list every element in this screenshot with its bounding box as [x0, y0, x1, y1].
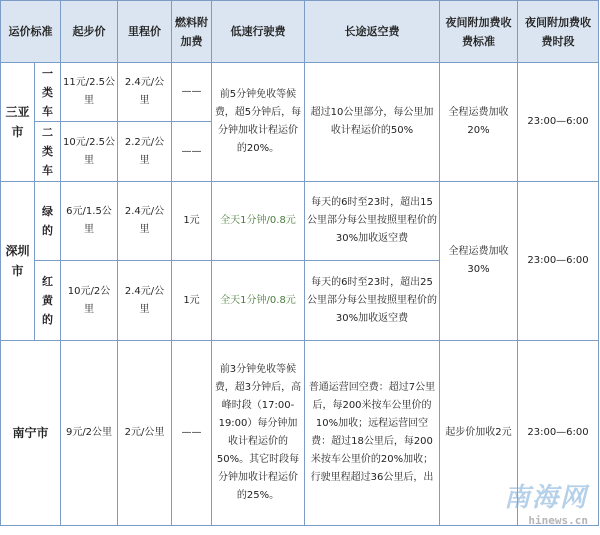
shenzhen-long-1: 每天的6时至23时，超出15公里部分每公里按照里程价的30%加收返空费	[305, 182, 440, 261]
header-night-standard: 夜间附加费收费标准	[440, 1, 518, 63]
shenzhen-start-2: 10元/2公里	[61, 261, 118, 341]
shenzhen-type-1: 绿的	[35, 182, 61, 261]
shenzhen-night-period: 23:00—6:00	[518, 182, 599, 341]
header-fuel: 燃料附加费	[172, 1, 212, 63]
sanya-city: 三亚市	[1, 63, 35, 182]
shenzhen-city: 深圳市	[1, 182, 35, 341]
shenzhen-low-2: 全天1分钟/0.8元	[212, 261, 305, 341]
header-low-speed: 低速行驶费	[212, 1, 305, 63]
nanning-city: 南宁市	[1, 341, 61, 526]
sanya-night-standard: 全程运费加收20%	[440, 63, 518, 182]
sanya-long-distance: 超过10公里部分，每公里加收计程运价的50%	[305, 63, 440, 182]
sanya-start-2: 10元/2.5公里	[61, 122, 118, 182]
sanya-night-period: 23:00—6:00	[518, 63, 599, 182]
sanya-start-1: 11元/2.5公里	[61, 63, 118, 122]
watermark-url: hinews.cn	[528, 514, 588, 527]
shenzhen-low-1: 全天1分钟/0.8元	[212, 182, 305, 261]
nanning-long-distance: 普通运营回空费：超过7公里后，每200米按车公里价的10%加收；远程运营回空费：超过18公里后，每200米按车公里价的20%加收；行驶里程超过36公里后，出	[305, 341, 440, 526]
sanya-row-1	[1, 63, 599, 122]
sanya-low-speed: 前5分钟免收等候费，超5分钟后，每分钟加收计程运价的20%。	[212, 63, 305, 182]
header-start-price: 起步价	[61, 1, 118, 63]
nanning-row	[1, 341, 599, 526]
sanya-type-1: 一类车	[35, 63, 61, 122]
nanning-mile: 2元/公里	[118, 341, 172, 526]
sanya-mile-1: 2.4元/公里	[118, 63, 172, 122]
shenzhen-fuel-1: 1元	[172, 182, 212, 261]
shenzhen-type-2: 红黄的	[35, 261, 61, 341]
nanning-start: 9元/2公里	[61, 341, 118, 526]
shenzhen-mile-1: 2.4元/公里	[118, 182, 172, 261]
shenzhen-mile-2: 2.4元/公里	[118, 261, 172, 341]
nanning-fuel: ——	[172, 341, 212, 526]
shenzhen-night-standard: 全程运费加收30%	[440, 182, 518, 341]
shenzhen-fuel-2: 1元	[172, 261, 212, 341]
shenzhen-long-2: 每天的6时至23时，超出25公里部分每公里按照里程价的30%加收返空费	[305, 261, 440, 341]
nanning-low-speed: 前3分钟免收等候费，超3分钟后，高峰时段（17:00-19:00）每分钟加收计程运价的50%。其它时段每分钟加收计程运价的25%。	[212, 341, 305, 526]
sanya-type-2: 二类车	[35, 122, 61, 182]
sanya-fuel-1: ——	[172, 63, 212, 122]
sanya-fuel-2: ——	[172, 122, 212, 182]
header-city-class: 运价标准	[1, 1, 61, 63]
header-night-period: 夜间附加费收费时段	[518, 1, 599, 63]
watermark-logo: 南海网	[503, 483, 588, 513]
header-mileage-price: 里程价	[118, 1, 172, 63]
shenzhen-start-1: 6元/1.5公里	[61, 182, 118, 261]
sanya-mile-2: 2.2元/公里	[118, 122, 172, 182]
nanning-night-period: 23:00—6:00	[518, 341, 599, 526]
header-row	[1, 1, 599, 63]
shenzhen-row-1	[1, 182, 599, 261]
header-long-distance: 长途返空费	[305, 1, 440, 63]
nanning-night-standard: 起步价加收2元	[440, 341, 518, 526]
